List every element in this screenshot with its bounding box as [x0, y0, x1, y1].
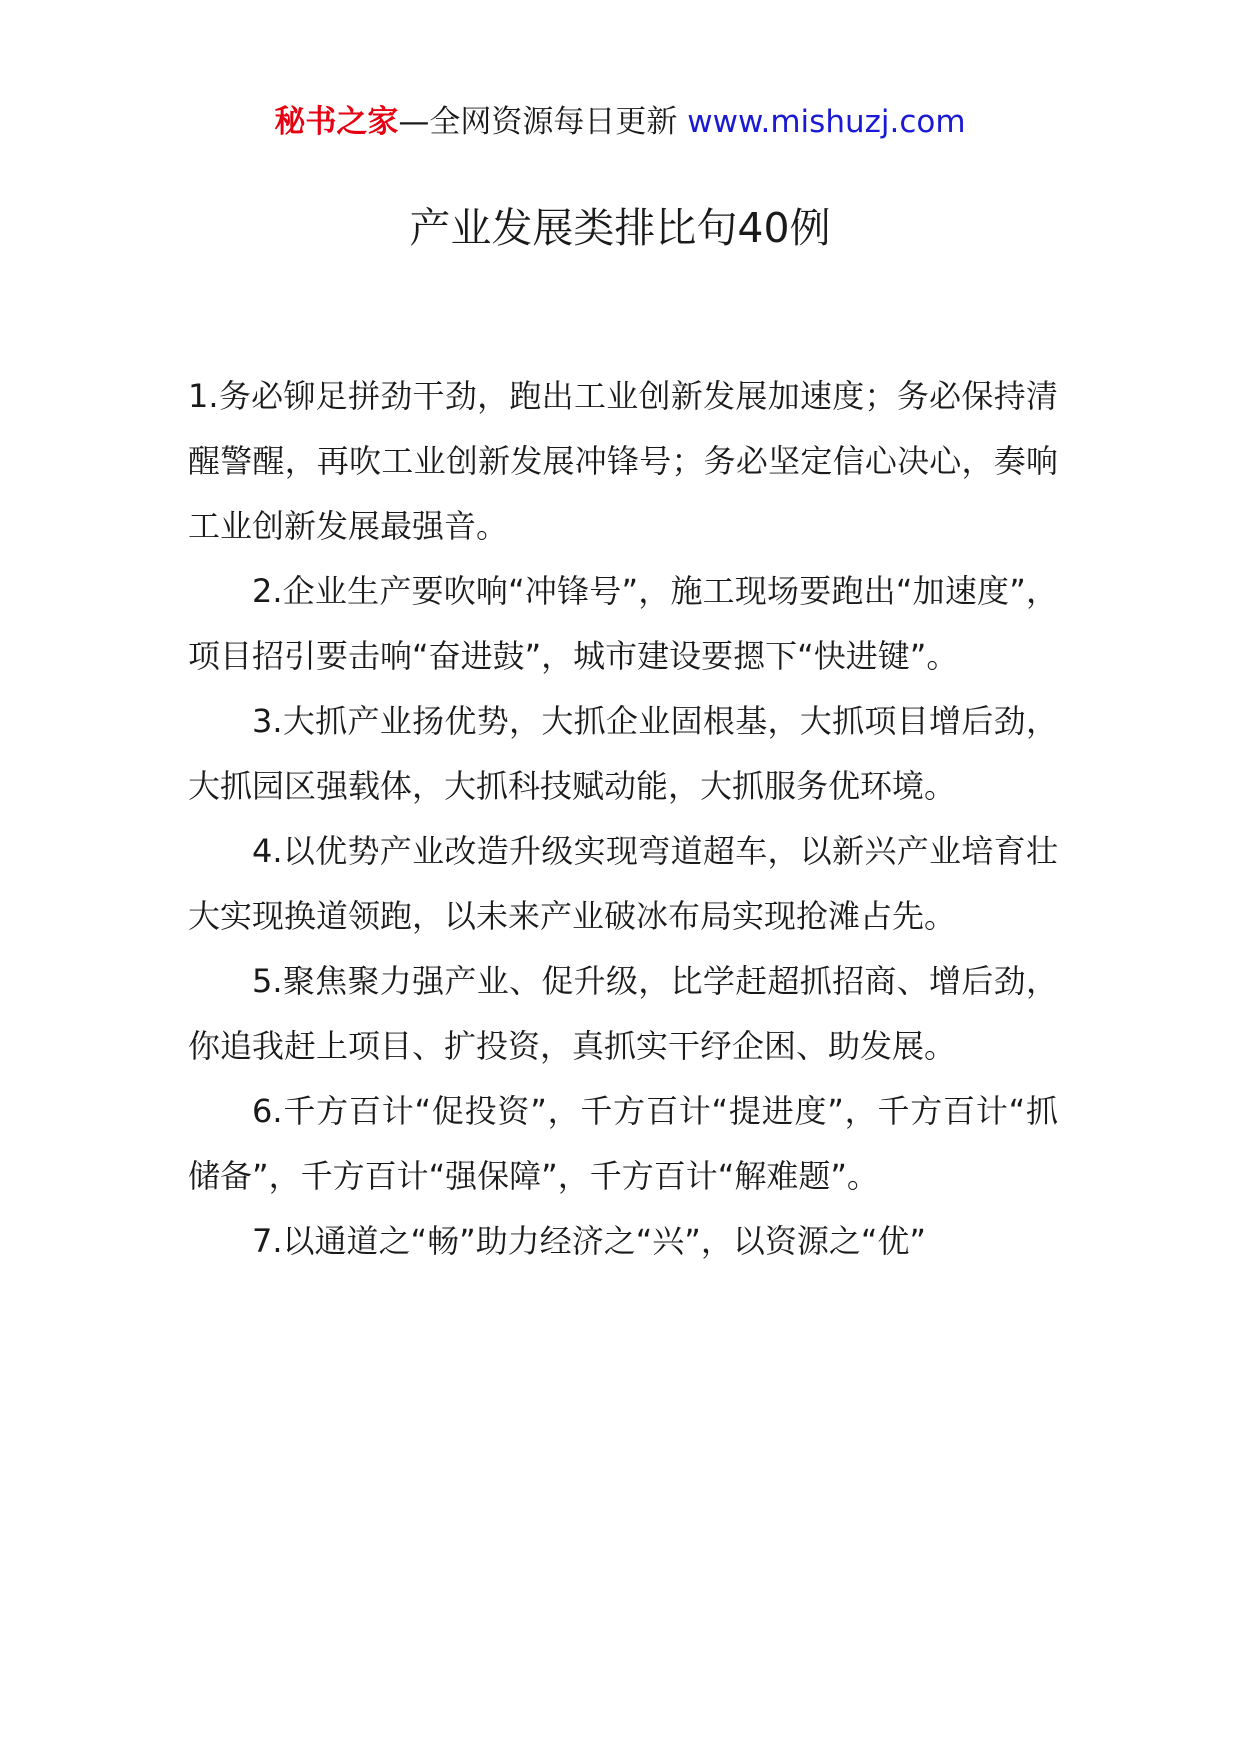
- document-body: [188, 364, 1058, 1274]
- paragraph: 2.企业生产要吹响“冲锋号”，施工现场要跑出“加速度”，项目招引要击响“奋进鼓”，城市建设要摁下“快进键”。: [188, 572, 1058, 675]
- site-brand: 秘书之家: [274, 104, 399, 140]
- paragraph: 5.聚焦聚力强产业、促升级，比学赶超抓招商、增后劲，你追我赶上项目、扩投资，真抓实干纾企困、助发展。: [188, 962, 1058, 1065]
- paragraph: 1.务必铆足拼劲干劲，跑出工业创新发展加速度；务必保持清醒警醒，再吹工业创新发展冲锋号；务必坚定信心决心，奏响工业创新发展最强音。: [188, 377, 1058, 545]
- site-slogan: —全网资源每日更新: [398, 104, 678, 140]
- paragraph: 3.大抓产业扬优势，大抓企业固根基，大抓项目增后劲，大抓园区强载体，大抓科技赋动能，大抓服务优环境。: [188, 702, 1058, 805]
- paragraph: 7.以通道之“畅”助力经济之“兴”，以资源之“优”: [252, 1222, 927, 1260]
- site-url-link[interactable]: www.mishuzj.com: [687, 104, 966, 140]
- document-title: 产业发展类排比句40例: [409, 204, 831, 252]
- paragraph: 4.以优势产业改造升级实现弯道超车，以新兴产业培育壮大实现换道领跑，以未来产业破冰布局实现抢滩占先。: [188, 832, 1058, 935]
- site-header: [0, 100, 1240, 144]
- paragraph: 6.千方百计“促投资”，千方百计“提进度”，千方百计“抓储备”，千方百计“强保障”，千方百计“解难题”。: [188, 1092, 1058, 1195]
